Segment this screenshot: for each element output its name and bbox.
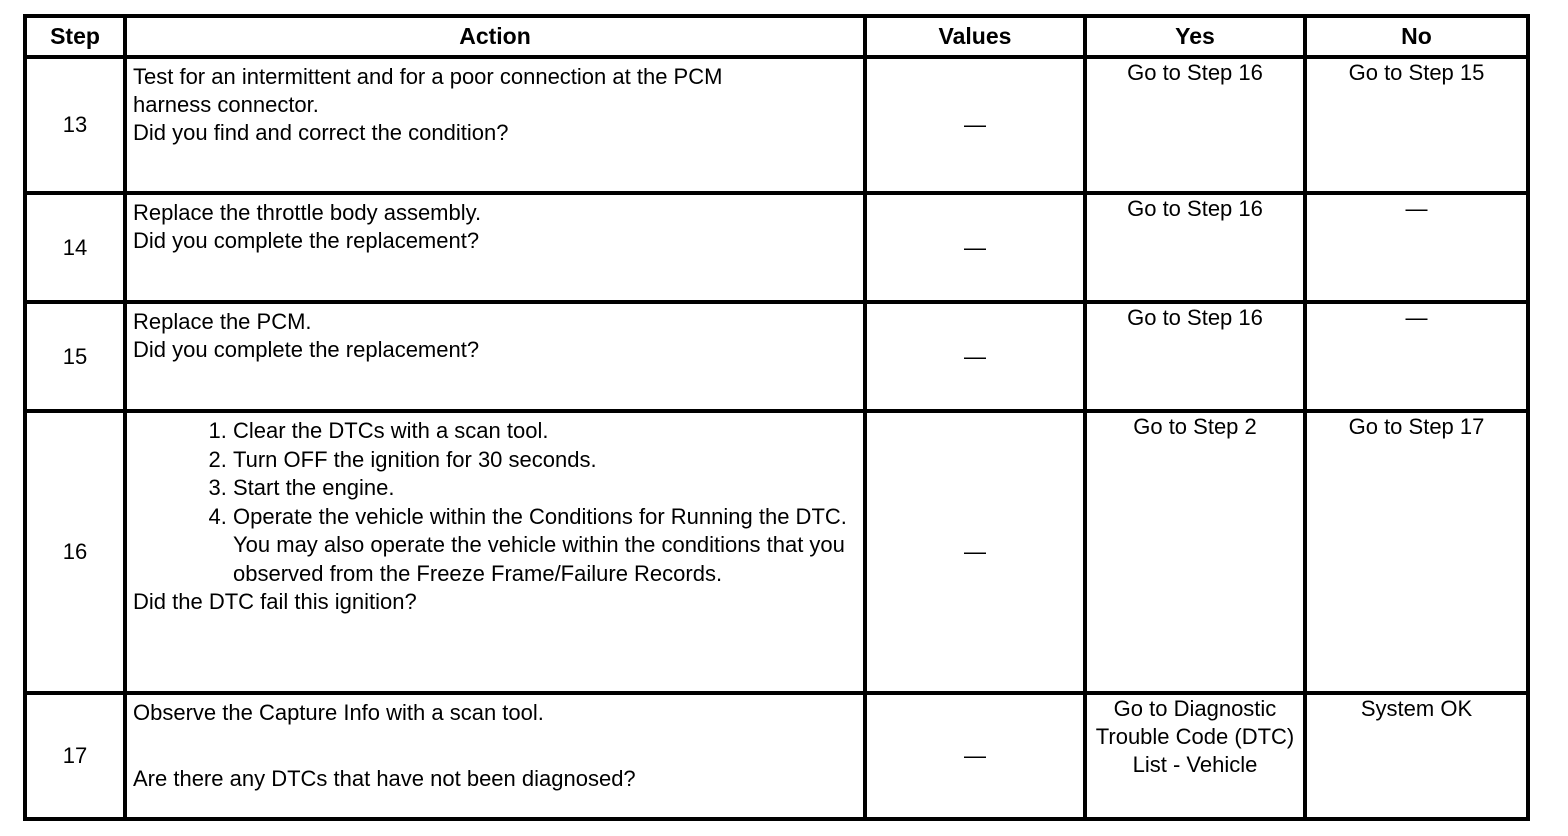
table-row [25, 411, 1528, 693]
no-text: — [1405, 305, 1428, 330]
yes-cell [1085, 193, 1305, 302]
header-yes: Yes [1085, 16, 1305, 57]
table-row [25, 693, 1528, 819]
action-text: harness connector. [133, 92, 319, 117]
action-text: Replace the throttle body assembly. [133, 200, 482, 225]
yes-cell [1085, 411, 1305, 693]
yes-cell [1085, 693, 1305, 819]
action-question: Did you complete the replacement? [133, 228, 480, 253]
action-question: Did the DTC fail this ignition? [133, 589, 417, 614]
step-number: 14 [25, 193, 125, 302]
yes-text: Go to Step 16 [1127, 305, 1263, 330]
action-question: Did you complete the replacement? [133, 337, 480, 362]
yes-text: Go to Step 16 [1127, 60, 1263, 85]
header-values: Values [865, 16, 1085, 57]
header-action: Action [125, 16, 865, 57]
action-step-item: 3. Start the engine. [233, 474, 857, 503]
yes-text: Go to Step 2 [1133, 414, 1257, 439]
action-cell [125, 693, 865, 819]
action-text: Test for an intermittent and for a poor connection at the PCM [133, 64, 723, 89]
step-number: 13 [25, 57, 125, 193]
no-cell [1305, 193, 1528, 302]
values-cell: — [865, 693, 1085, 819]
action-question: Are there any DTCs that have not been diagnosed? [133, 766, 636, 791]
step-number: 15 [25, 302, 125, 411]
header-no: No [1305, 16, 1528, 57]
values-cell: — [865, 193, 1085, 302]
no-text: — [1405, 196, 1428, 221]
yes-cell [1085, 57, 1305, 193]
table-row [25, 302, 1528, 411]
values-cell: — [865, 57, 1085, 193]
no-cell [1305, 411, 1528, 693]
step-number: 17 [25, 693, 125, 819]
no-text: Go to Step 15 [1348, 60, 1485, 85]
action-cell [125, 302, 865, 411]
action-question: Did you find and correct the condition? [133, 120, 509, 145]
no-text: Go to Step 17 [1348, 414, 1485, 439]
yes-text: Go to Diagnostic Trouble Code (DTC) List - Vehicle [1095, 696, 1295, 777]
no-cell [1305, 302, 1528, 411]
no-cell [1305, 693, 1528, 819]
yes-text: Go to Step 16 [1127, 196, 1263, 221]
yes-cell [1085, 302, 1305, 411]
no-text: System OK [1360, 696, 1473, 721]
no-cell [1305, 57, 1528, 193]
action-cell [125, 57, 865, 193]
action-step-item: 2. Turn OFF the ignition for 30 seconds. [233, 446, 857, 475]
action-text: Observe the Capture Info with a scan tool. [133, 700, 544, 725]
header-step: Step [25, 16, 125, 57]
diagnostic-table [23, 14, 1530, 821]
action-cell [125, 411, 865, 693]
action-step-item: 4. Operate the vehicle within the Conditions for Running the DTC. You may also operate the vehicle within the conditions that you observed from the Freeze Frame/Failure Records. [233, 503, 857, 589]
table-row [25, 57, 1528, 193]
table-row [25, 193, 1528, 302]
header-row [25, 16, 1528, 57]
action-step-list [133, 417, 857, 588]
action-step-item: 1. Clear the DTCs with a scan tool. [233, 417, 857, 446]
values-cell: — [865, 302, 1085, 411]
values-cell: — [865, 411, 1085, 693]
step-number: 16 [25, 411, 125, 693]
action-text: Replace the PCM. [133, 309, 312, 334]
action-cell [125, 193, 865, 302]
